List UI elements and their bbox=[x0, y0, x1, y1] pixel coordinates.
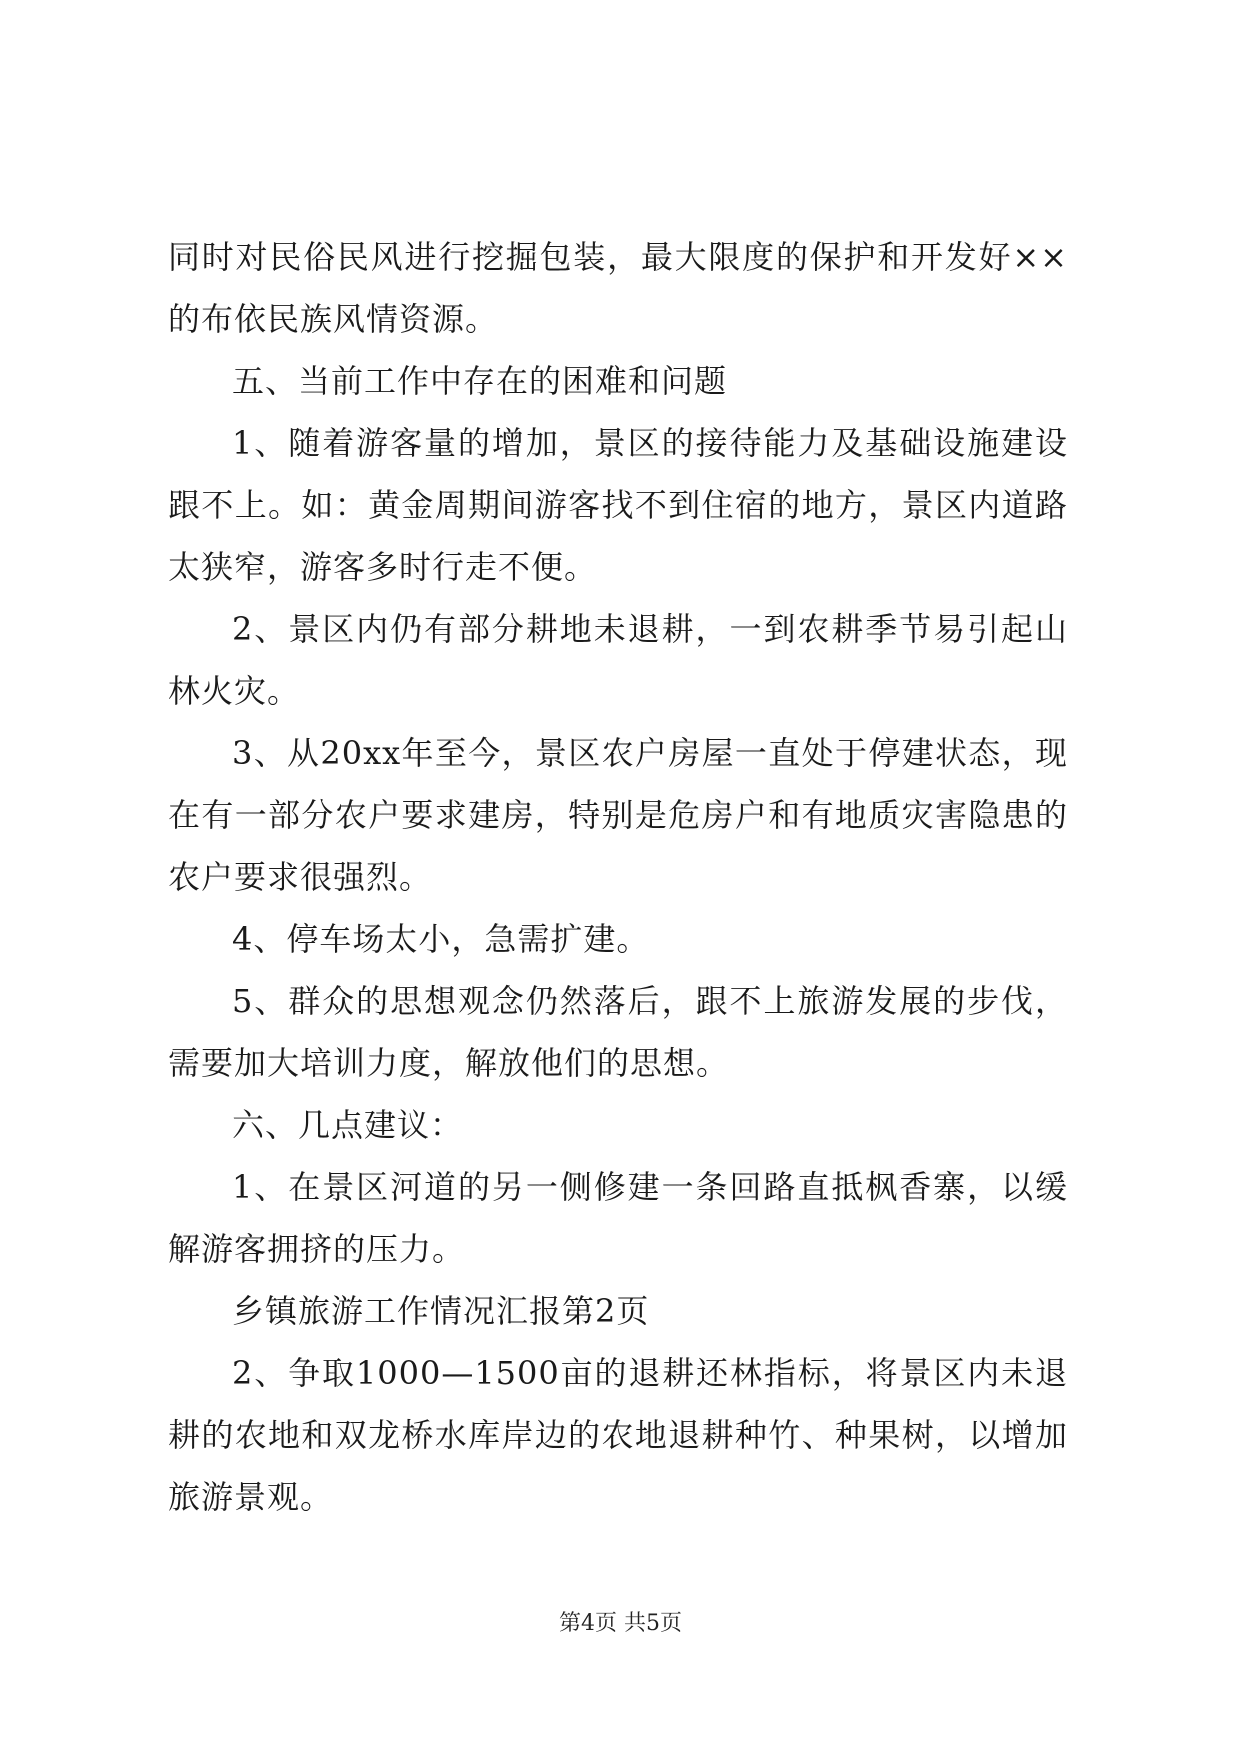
section-heading-5: 五、当前工作中存在的困难和问题 bbox=[232, 362, 728, 400]
paragraph-suggestion-1: 1、在景区河道的另一侧修建一条回路直抵枫香寨，以缓解游客拥挤的压力。 bbox=[168, 1168, 1068, 1268]
paragraph-problem-3: 3、从20xx年至今，景区农户房屋一直处于停建状态，现在有一部分农户要求建房，特别是危房户和有地质灾害隐患的农户要求很强烈。 bbox=[168, 734, 1068, 896]
paragraph-1: 同时对民俗民风进行挖掘包装，最大限度的保护和开发好××的布依民族风情资源。 bbox=[168, 238, 1068, 338]
paragraph-problem-2: 2、景区内仍有部分耕地未退耕，一到农耕季节易引起山林火灾。 bbox=[168, 610, 1068, 710]
paragraph-suggestion-2: 2、争取1000—1500亩的退耕还林指标，将景区内未退耕的农地和双龙桥水库岸边的农地退耕种竹、种果树，以增加旅游景观。 bbox=[168, 1354, 1068, 1516]
paragraph-problem-4: 4、停车场太小，急需扩建。 bbox=[232, 920, 650, 958]
paragraph-problem-5: 5、群众的思想观念仍然落后，跟不上旅游发展的步伐，需要加大培训力度，解放他们的思想。 bbox=[168, 982, 1068, 1082]
document-body bbox=[168, 226, 1068, 1528]
paragraph-problem-1: 1、随着游客量的增加，景区的接待能力及基础设施建设跟不上。如：黄金周期间游客找不到住宿的地方，景区内道路太狭窄，游客多时行走不便。 bbox=[168, 424, 1068, 586]
running-page-label: 乡镇旅游工作情况汇报第2页 bbox=[232, 1292, 650, 1330]
section-heading-6: 六、几点建议： bbox=[232, 1106, 464, 1144]
page-footer: 第4页 共5页 bbox=[559, 1611, 682, 1636]
